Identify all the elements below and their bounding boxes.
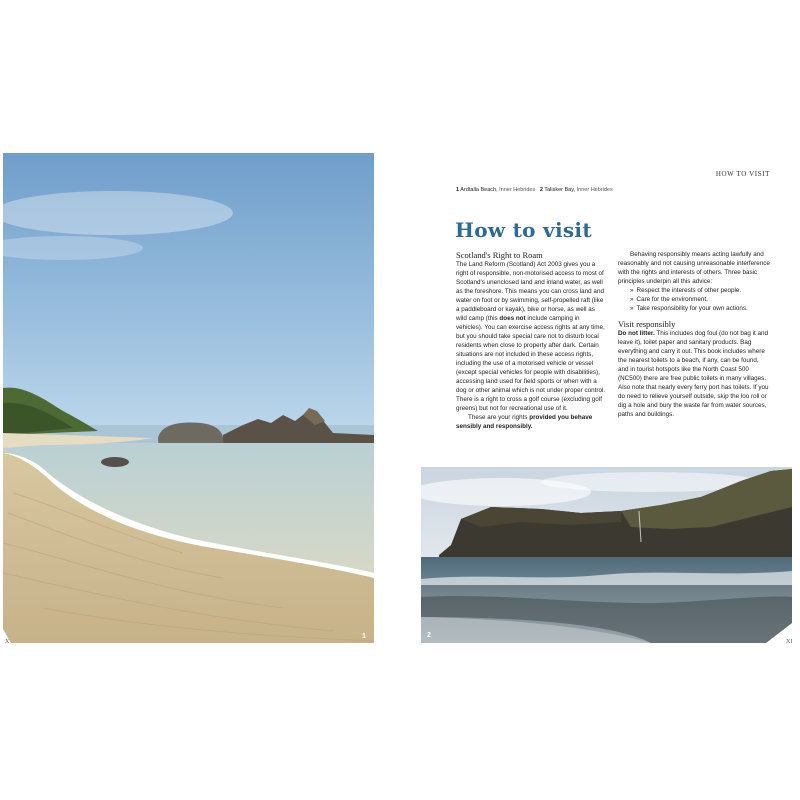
behaving-paragraph: Behaving responsibly means acting lawfully and reasonably and not causing unreasonable interference with the rights and interests of others. Three basic principles underpin all this advice: [618,251,770,285]
page-title: How to visit [455,218,592,242]
list-item: » Care for the environment. [630,295,770,304]
caption-place-2: Talisker Bay, [544,187,576,193]
caption-number-2: 2 [539,187,543,193]
right-to-roam-paragraph [456,260,606,413]
paragraph-text: include camping in vehicles). You can exercise access rights at any time, but you should take special care not to disturb local residents when close to property after dark. Certain situations are not included in these access rights, including the use of a motorised vehicle or vessel (except special vehicles for people with disabilities), accessing land used for field sports or when with a dog or other animal which is not under proper control. There is a right to cross a golf course (excluding golf greens) but not for recreational use of it. [456,315,606,412]
photo-number-2: 2 [427,632,431,639]
rights-paragraph [456,413,606,431]
beach-illustration [3,153,374,643]
visit-responsibly-heading: Visit responsibly [618,319,676,329]
paragraph-emphasis: provided you behave sensibly and responsibly. [456,414,593,430]
running-head: HOW TO VISIT [715,170,770,178]
caption-number-1: 1 [456,187,460,193]
paragraph-text: These are your rights [468,414,530,421]
list-item: » Respect the interests of other people. [630,286,770,295]
text-column-left [456,250,606,431]
visit-responsibly-paragraph [618,329,770,419]
list-item: » Take responsibility for your own actions. [630,304,770,313]
ardtalla-beach-photo [3,153,374,643]
paragraph-text: This includes dog foul (do not bag it and leave it), toilet paper and sanitary products. Bag everything and carry it out. This book includes where the nearest toilets to a beach, if any, can be found, and in tourist hotspots like the North Coast 500 (NC500) there are free public toilets in many villages. Also note that nearly every ferry port has toilets. If you do need to relieve yourself outside, skip the loo roll or dig a hole and bury the waste far from water sources, paths and buildings. [618,330,769,418]
caption-region-2: Inner Hebrides [576,187,613,193]
text-column-right [618,250,770,419]
paragraph-emphasis: does not [499,315,526,322]
caption-place-1: Ardtalla Beach, [460,187,498,193]
photo-captions [456,187,613,193]
principles-list [618,286,770,313]
right-folio: XI [786,639,793,645]
paragraph-emphasis: Do not litter. [618,330,655,337]
left-folio: X [5,639,10,645]
photo-number-1: 1 [362,633,366,640]
caption-region-1: Inner Hebrides [499,187,536,193]
paragraph-text: The Land Reform (Scotland) Act 2003 gives you a right of responsible, non-motorised access to most of Scotland's unenclosed land and inland water, as well as the foreshore. This means you can cross land and water on foot or by swimming, self-propelled raft (like a paddleboard or kayak), bike or horse, as well as wild camp (this [456,261,604,322]
talisker-bay-photo [421,467,792,643]
cliff-illustration [421,467,792,643]
right-to-roam-heading: Scotland's Right to Roam [456,250,543,260]
